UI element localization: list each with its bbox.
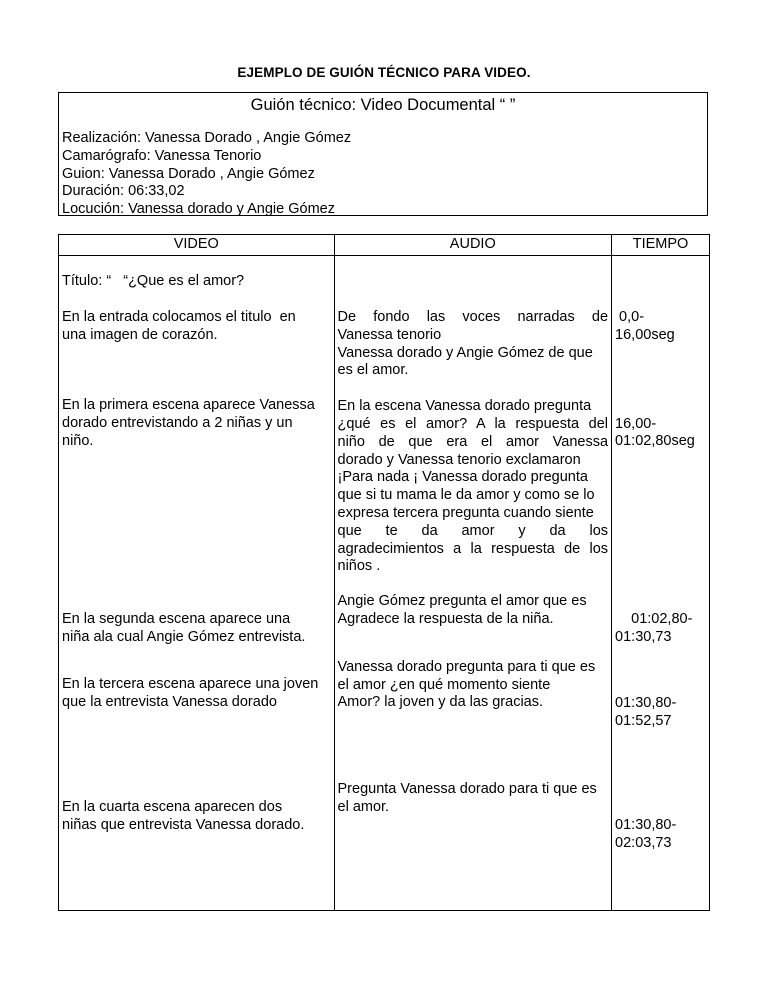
video-entry-5	[62, 799, 331, 835]
tiempo-entry-1	[615, 309, 706, 345]
audio-line: Amor? la joven y da las gracias.	[337, 694, 544, 711]
audio-line: que si tu mama le da amor y como se lo	[337, 487, 595, 504]
tiempo-line: 01:30,73	[615, 628, 672, 645]
video-line: En la segunda escena aparece una	[62, 610, 291, 627]
video-line: En la entrada colocamos el titulo en	[62, 308, 296, 325]
tiempo-line: 02:03,73	[615, 835, 672, 852]
table-header-row	[59, 235, 710, 256]
audio-line: En la escena Vanessa dorado pregunta	[337, 398, 592, 415]
audio-line: De fondo las voces narradas de	[337, 309, 609, 325]
tiempo-entry-2	[615, 416, 706, 452]
audio-cell	[334, 256, 612, 911]
audio-line: ¡Para nada ¡ Vanessa dorado pregunta	[337, 469, 588, 486]
video-line: En la cuarta escena aparecen dos	[62, 798, 283, 815]
tiempo-entry-5	[615, 817, 706, 853]
video-line: niñas que entrevista Vanessa dorado.	[62, 816, 305, 833]
tiempo-line: 01:52,57	[615, 712, 672, 729]
script-table	[58, 234, 710, 911]
credit-realizacion: Realización: Vanessa Dorado , Angie Gómez	[62, 130, 352, 146]
audio-line: expresa tercera pregunta cuando siente	[337, 504, 594, 521]
column-header-audio: AUDIO	[334, 235, 612, 256]
video-line: En la primera escena aparece Vanessa	[62, 397, 315, 414]
tiempo-line: 16,00seg	[615, 326, 675, 343]
video-entry-3	[62, 611, 331, 647]
audio-line: el amor ¿en qué momento siente	[337, 676, 551, 693]
audio-entry-5	[338, 781, 609, 817]
tiempo-line: 16,00-	[615, 415, 657, 432]
document-title: EJEMPLO DE GUIÓN TÉCNICO PARA VIDEO.	[237, 65, 531, 80]
video-line: una imagen de corazón.	[62, 326, 218, 343]
credit-duracion: Duración: 06:33,02	[62, 183, 185, 200]
video-title-line: Título: “ “¿Que es el amor?	[62, 273, 245, 289]
audio-line: niño de que era el amor Vanessa	[337, 433, 609, 450]
header-box	[58, 92, 708, 216]
audio-line: Pregunta Vanessa dorado para ti que es	[337, 781, 597, 798]
audio-entry-4	[338, 659, 609, 712]
credit-camarografo: Camarógrafo: Vanessa Tenorio	[62, 147, 262, 164]
column-header-tiempo: TIEMPO	[612, 235, 710, 256]
video-entry-1	[62, 309, 331, 345]
tiempo-line: 01:30,80-	[615, 694, 677, 711]
video-line: niña ala cual Angie Gómez entrevista.	[62, 628, 306, 645]
audio-line: agradecimientos a la respuesta de los	[337, 540, 609, 557]
audio-line: dorado y Vanessa tenorio exclamaron	[337, 451, 581, 468]
tiempo-entry-4	[615, 695, 706, 731]
tiempo-line: 01:02,80-	[615, 611, 693, 628]
video-line: dorado entrevistando a 2 niñas y un	[62, 415, 293, 432]
header-title: Guión técnico: Video Documental “ ”	[250, 96, 516, 114]
column-header-video: VIDEO	[59, 235, 335, 256]
tiempo-entry-3	[615, 611, 706, 647]
tiempo-line: 01:02,80seg	[615, 433, 695, 450]
audio-entry-1	[338, 309, 609, 380]
credit-locucion: Locución: Vanessa dorado y Angie Gómez	[62, 201, 335, 218]
audio-line: Vanessa tenorio	[337, 326, 442, 343]
video-entry-2	[62, 397, 331, 450]
tiempo-line: 01:30,80-	[615, 817, 677, 834]
video-entry-4	[62, 676, 331, 712]
audio-line: Angie Gómez pregunta el amor que es	[337, 593, 587, 610]
audio-entry-2	[338, 398, 609, 576]
video-line: que la entrevista Vanessa dorado	[62, 694, 277, 711]
video-line: niño.	[62, 432, 94, 449]
audio-line: el amor.	[337, 798, 390, 815]
audio-line: Vanessa dorado pregunta para ti que es	[337, 658, 596, 675]
video-cell	[59, 256, 335, 911]
audio-entry-3	[338, 593, 609, 629]
table-body-row	[59, 256, 710, 911]
audio-line: Vanessa dorado y Angie Gómez de que	[337, 344, 593, 361]
audio-line: Agradece la respuesta de la niña.	[337, 610, 554, 627]
tiempo-cell	[612, 256, 710, 911]
audio-line: niños .	[337, 558, 381, 575]
credit-guion: Guion: Vanessa Dorado , Angie Gómez	[62, 165, 315, 182]
video-line: En la tercera escena aparece una joven	[62, 676, 319, 693]
tiempo-line: 0,0-	[615, 309, 645, 325]
audio-line: es el amor.	[337, 362, 409, 379]
audio-line: ¿qué es el amor? A la respuesta del	[337, 415, 609, 432]
credits-list	[62, 130, 351, 219]
audio-line: que te da amor y da los	[337, 522, 609, 539]
